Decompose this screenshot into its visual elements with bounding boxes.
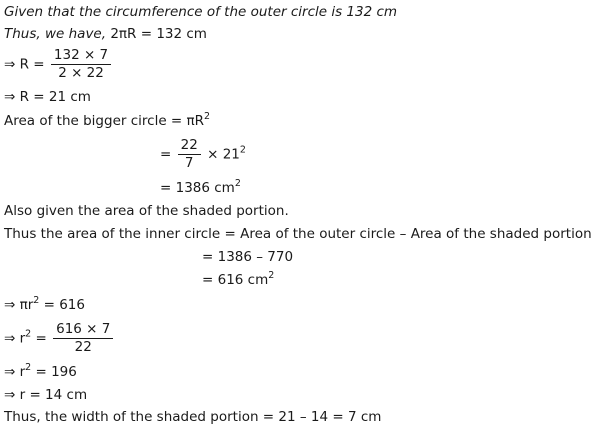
bigger-area-fraction-numerator: 22 — [178, 138, 201, 155]
inner-area-result-exponent: 2 — [268, 270, 275, 281]
r-squared-fraction-prefix: ⇒ r — [4, 330, 26, 347]
r-squared-result-line — [4, 364, 77, 380]
radius-fraction — [51, 48, 111, 81]
inner-circle-area-text: Thus the area of the inner circle = Area of the outer circle – Area of the shaded portion — [4, 226, 592, 242]
inner-area-result-line — [202, 272, 274, 288]
r-squared-result-exponent: 2 — [25, 362, 32, 373]
inner-area-result-text: = 616 cm — [202, 272, 269, 288]
bigger-area-fraction-suffix: × 21 — [207, 146, 240, 163]
subtraction-line — [202, 249, 293, 265]
r-squared-result-suffix: = 196 — [31, 364, 77, 380]
shaded-width-result-line — [4, 409, 381, 425]
circumference-equation-text: 2πR = 132 cm — [106, 26, 207, 42]
bigger-circle-area-text: Area of the bigger circle = πR — [4, 113, 205, 129]
radius-fraction-denominator: 2 × 22 — [58, 65, 104, 81]
given-circumference-text: Given that the circumference of the outer circle is 132 cm — [4, 4, 398, 20]
thus-we-have-text: Thus, we have, — [4, 26, 107, 42]
bigger-area-fraction — [178, 138, 201, 171]
r-squared-fraction-numerator: 616 × 7 — [53, 322, 113, 339]
radius-fraction-prefix: ⇒ R = — [4, 56, 45, 73]
radius-fraction-line — [4, 48, 113, 81]
bigger-circle-area-line — [4, 113, 210, 129]
shaded-width-result-text: Thus, the width of the shaded portion = 21 – 14 = 7 cm — [4, 409, 382, 425]
r-squared-fraction-exponent: 2 — [25, 328, 32, 340]
r-result-text: ⇒ r = 14 cm — [4, 387, 88, 403]
bigger-area-result-exponent: 2 — [234, 178, 241, 189]
bigger-area-fraction-denominator: 7 — [184, 155, 194, 171]
r-result-line — [4, 387, 87, 403]
radius-result-text: ⇒ R = 21 cm — [4, 89, 91, 105]
pi-r-squared-exponent: 2 — [33, 295, 40, 306]
r-squared-fraction-line — [4, 322, 115, 355]
pi-r-squared-text: ⇒ πr — [4, 297, 34, 313]
circumference-equation-line — [4, 26, 207, 42]
subtraction-text: = 1386 – 770 — [202, 249, 294, 265]
r-squared-fraction — [53, 322, 113, 355]
given-circumference-line — [4, 4, 397, 20]
bigger-area-fraction-prefix: = — [160, 146, 172, 163]
shaded-area-given-text: Also given the area of the shaded portion. — [4, 203, 289, 219]
bigger-area-result-line — [160, 180, 241, 196]
bigger-area-fraction-exponent: 2 — [239, 144, 246, 156]
inner-circle-area-line — [4, 226, 592, 242]
shaded-area-given-line — [4, 203, 289, 219]
r-squared-result-prefix: ⇒ r — [4, 364, 26, 380]
bigger-area-result-text: = 1386 cm — [160, 180, 235, 196]
bigger-circle-area-exponent: 2 — [204, 111, 211, 122]
pi-r-squared-line — [4, 297, 85, 313]
bigger-area-fraction-line — [160, 138, 246, 171]
radius-result-line — [4, 89, 91, 105]
r-squared-fraction-equals: = — [31, 330, 47, 347]
r-squared-fraction-denominator: 22 — [74, 339, 92, 355]
pi-r-squared-suffix: = 616 — [39, 297, 85, 313]
radius-fraction-numerator: 132 × 7 — [51, 48, 111, 65]
